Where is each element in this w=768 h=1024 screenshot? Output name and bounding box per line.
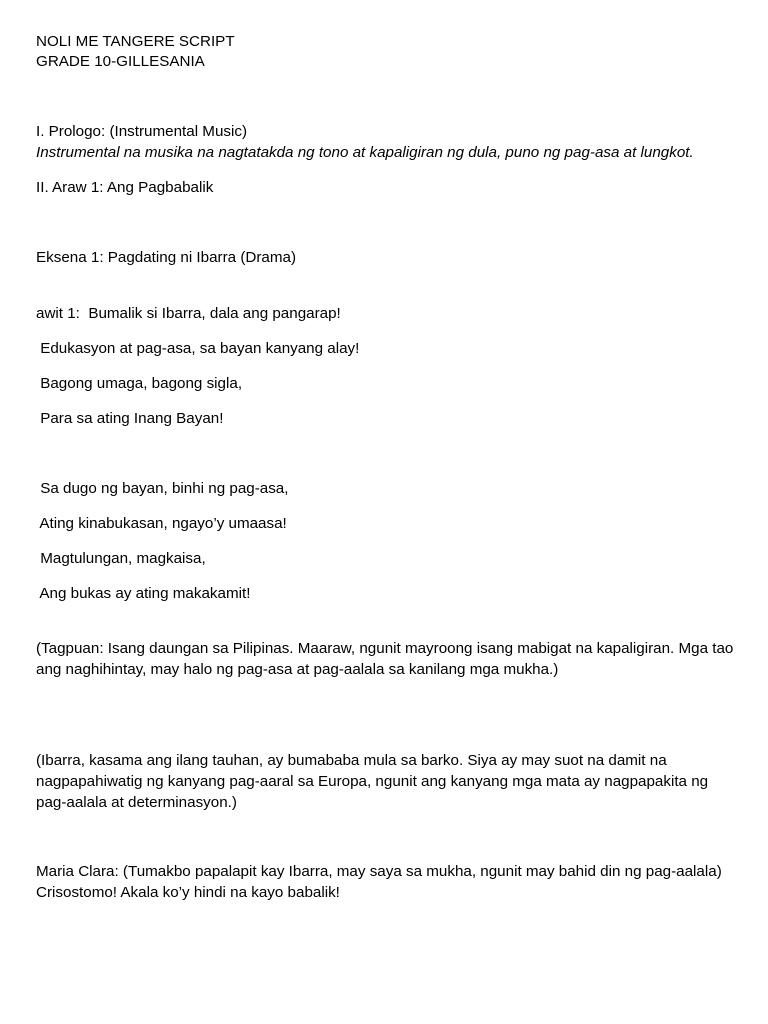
song-line: Bagong umaga, bagong sigla, <box>36 375 243 392</box>
song-line: Sa dugo ng bayan, binhi ng pag-asa, <box>36 480 289 497</box>
scene1-heading: Eksena 1: Pagdating ni Ibarra (Drama) <box>36 249 297 266</box>
document-title: NOLI ME TANGERE SCRIPT <box>36 33 235 50</box>
document-subtitle: GRADE 10-GILLESANIA <box>36 53 205 70</box>
prologue-description: Instrumental na musika na nagtatakda ng tono at kapaligiran ng dula, puno ng pag-asa at lungkot. <box>36 144 694 161</box>
song-line: Para sa ating Inang Bayan! <box>36 410 224 427</box>
prologue-heading: I. Prologo: (Instrumental Music) <box>36 123 248 140</box>
day1-heading: II. Araw 1: Ang Pagbabalik <box>36 179 214 196</box>
dialogue-maria-clara: Maria Clara: (Tumakbo papalapit kay Ibarra, may saya sa mukha, ngunit may bahid din ng pag-aalala) Crisostomo! Akala ko’y hindi na kayo babalik! <box>36 863 722 901</box>
song-line: Edukasyon at pag-asa, sa bayan kanyang alay! <box>36 340 360 357</box>
song-line: awit 1: Bumalik si Ibarra, dala ang pangarap! <box>36 305 341 322</box>
song-line: Ating kinabukasan, ngayo’y umaasa! <box>36 515 287 532</box>
stage-direction-setting: (Tagpuan: Isang daungan sa Pilipinas. Maaraw, ngunit mayroong isang mabigat na kapaligiran. Mga tao ang naghihintay, may halo ng pag-asa at pag-aalala sa kanilang mga mukha.) <box>36 640 734 678</box>
song-line: Magtulungan, magkaisa, <box>36 550 206 567</box>
stage-direction-ibarra: (Ibarra, kasama ang ilang tauhan, ay bumababa mula sa barko. Siya ay may suot na damit na nagpapahiwatig ng kanyang pag-aaral sa Europa, ngunit ang kanyang mga mata ay nagpapakita ng pag-aalala at determinasyon.) <box>36 752 709 811</box>
song-line: Ang bukas ay ating makakamit! <box>36 585 251 602</box>
